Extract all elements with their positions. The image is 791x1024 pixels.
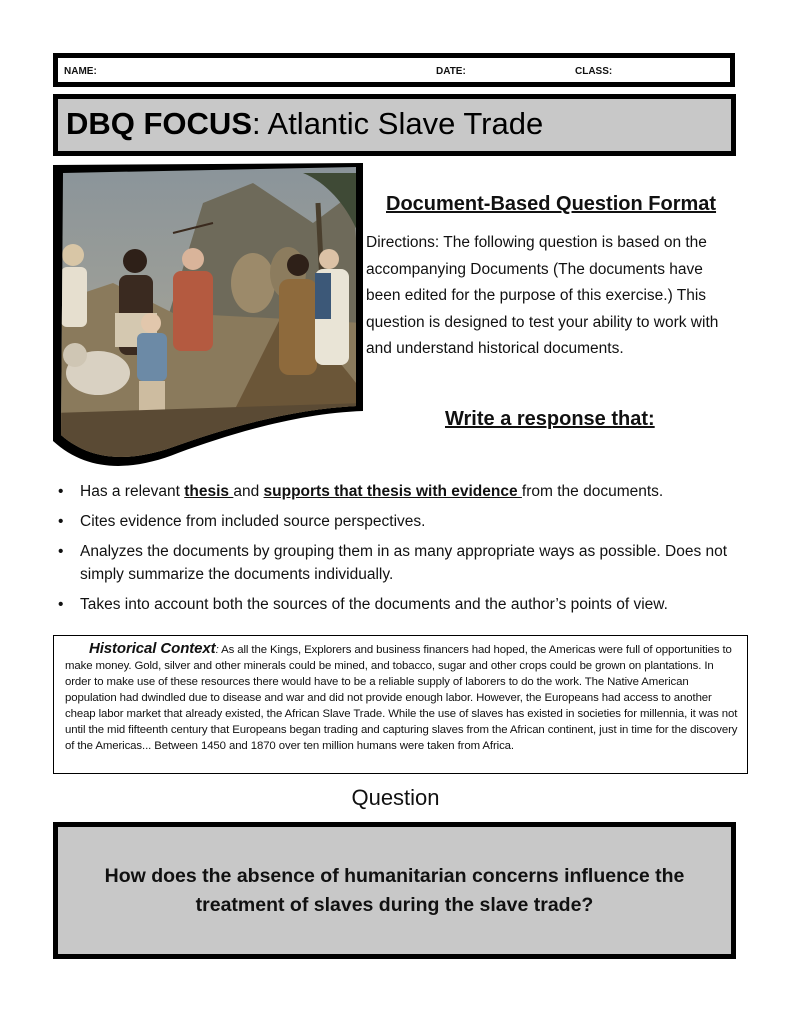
- directions-text: Directions: The following question is based on the accompanying Documents (The documents have been edited for the purpose of this exercise.) This question is designed to test your ability to work with and understand historical documents.: [366, 234, 719, 357]
- bullet1-pre: Has a relevant: [80, 483, 185, 500]
- response-requirements-list: [58, 480, 748, 623]
- thesis-emphasis: thesis: [184, 483, 234, 500]
- title-subject: : Atlantic Slave Trade: [252, 106, 544, 141]
- student-info-bar: [53, 53, 735, 87]
- date-label: DATE:: [436, 66, 466, 77]
- slave-trade-painting: [53, 163, 363, 473]
- historical-context-text: As all the Kings, Explorers and business financers had hoped, the Americas were full of opportunities to make money. Gold, silver and other minerals could be mined, and tobacco, sugar and other crops could be grown on plantations. In order to make use of these resources there would have to be a reliable supply of laborers to do the work. The Native American population had dwindled due to disease and war and did not provide enough labor. However, the Europeans had access to another cheap labor market that already existed, the African Slave Trade. While the use of slaves has existed in societies for millennia, it was not until the mid fifteenth century that Europeans began trading and capturing slaves from the African continent, just in time for the discovery of the Americas... Between 1450 and 1870 over ten million humans were taken from Africa.: [65, 644, 738, 752]
- bullet-marker: •: [58, 483, 64, 500]
- class-label: CLASS:: [575, 66, 613, 77]
- bullet-marker: •: [58, 513, 64, 530]
- historical-context-box: [53, 635, 748, 774]
- question-text: How does the absence of humanitarian concerns influence the treatment of slaves during the slave trade?: [104, 864, 685, 916]
- response-heading: Write a response that:: [445, 408, 655, 430]
- evidence-emphasis: supports that thesis with evidence: [263, 483, 522, 500]
- bullet3-text: Analyzes the documents by grouping them in as many appropriate ways as possible. Does not simply summarize the documents individually.: [80, 543, 728, 583]
- bullet2-text: Cites evidence from included source perspectives.: [80, 513, 426, 530]
- list-item: [58, 593, 748, 616]
- format-heading: Document-Based Question Format: [386, 193, 717, 215]
- historical-context-label: Historical Context: [89, 640, 216, 657]
- list-item: [58, 480, 748, 503]
- name-label: NAME:: [64, 66, 97, 77]
- page-title: [66, 106, 543, 142]
- bullet-marker: •: [58, 596, 64, 613]
- bullet4-text: Takes into account both the sources of the documents and the author’s points of view.: [80, 596, 668, 613]
- list-item: [58, 510, 748, 533]
- list-item: [58, 540, 748, 586]
- bullet1-post: from the documents.: [521, 483, 664, 500]
- bullet-marker: •: [58, 543, 64, 560]
- bullet1-mid: and: [233, 483, 264, 500]
- title-prefix: DBQ FOCUS: [66, 106, 252, 141]
- title-banner: [53, 94, 736, 156]
- context-colon: :: [215, 644, 219, 656]
- question-box: [53, 822, 736, 959]
- question-heading: Question: [351, 785, 440, 810]
